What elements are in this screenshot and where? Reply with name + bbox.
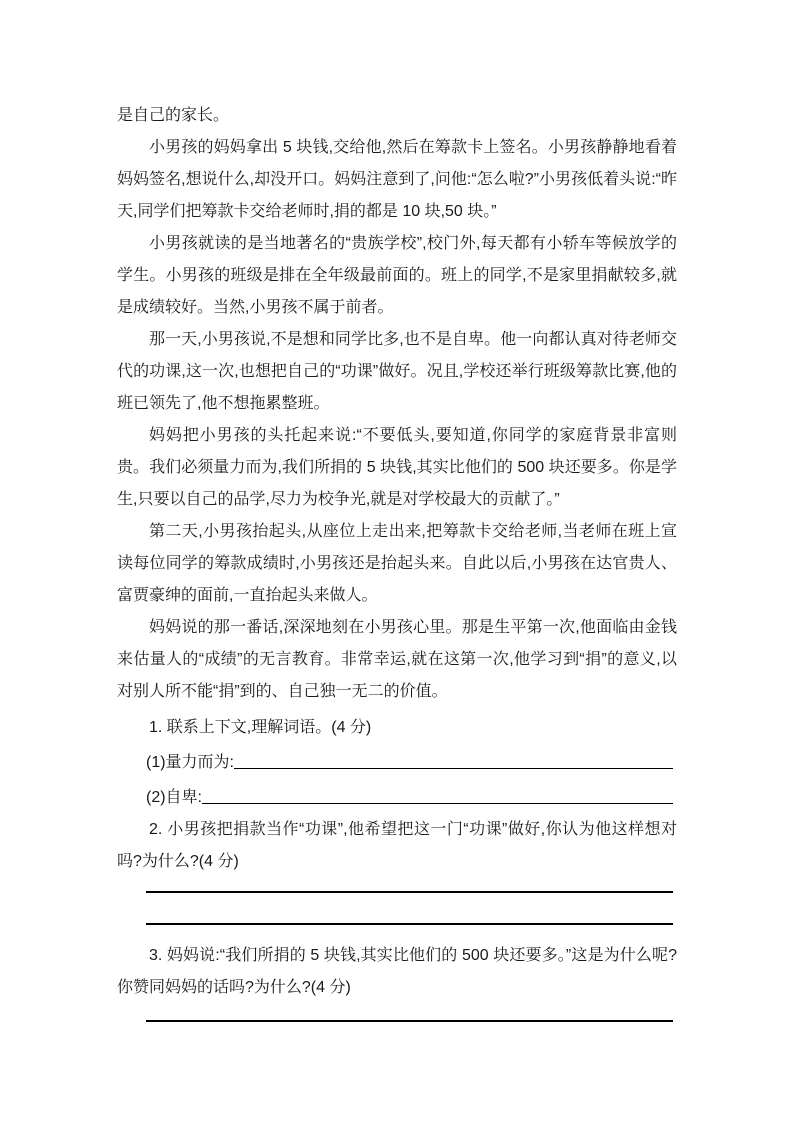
paragraph: 那一天,小男孩说,不是想和同学比多,也不是自卑。他一向都认真对待老师交代的功课,这一次,也想把自己的“功课”做好。况且,学校还举行班级筹款比赛,他的班已领先了,他不想拖累整班。 [117, 331, 677, 412]
sub-item-2-label: (2)自卑: [146, 789, 203, 806]
answer-blank-line [234, 747, 673, 769]
question-2: 2. 小男孩把捐款当作“功课”,他希望把这一门“功课”做好,你认为他这样想对吗?为什么?(4 分) [117, 821, 677, 870]
paragraph: 第二天,小男孩抬起头,从座位上走出来,把筹款卡交给老师,当老师在班上宣读每位同学的筹款成绩时,小男孩还是抬起头来。自此以后,小男孩在达官贵人、富贾豪绅的面前,一直抬起头来做人。 [117, 523, 677, 604]
paragraph-continuation: 是自己的家长。 [117, 107, 230, 124]
sub-item-1-label: (1)量力而为: [146, 754, 235, 771]
paragraph: 小男孩就读的是当地著名的“贵族学校”,校门外,每天都有小轿车等候放学的学生。小男孩的班级是排在全年级最前面的。班上的同学,不是家里捐献较多,就是成绩较好。当然,小男孩不属于前者。 [117, 235, 677, 316]
paragraph: 妈妈把小男孩的头托起来说:“不要低头,要知道,你同学的家庭背景非富则贵。我们必须量力而为,我们所捐的 5 块钱,其实比他们的 500 块还要多。你是学生,只要以自己的品学,尽力为校争光,就是对学校最大的贡献了。” [117, 427, 677, 508]
paragraph: 小男孩的妈妈拿出 5 块钱,交给他,然后在筹款卡上签名。小男孩静静地看着妈妈签名,想说什么,却没开口。妈妈注意到了,问他:“怎么啦?”小男孩低着头说:“昨天,同学们把筹款卡交给老师时,捐的都是 10 块,50 块。” [117, 139, 677, 220]
answer-blank-line [202, 782, 673, 804]
answer-blank-line [146, 1004, 673, 1022]
question-1: 1. 联系上下文,理解词语。(4 分) [149, 719, 372, 736]
question-1-sub-1 [146, 747, 677, 779]
answer-blank-line [146, 893, 673, 925]
answer-blank-line [146, 878, 673, 893]
question-3: 3. 妈妈说:“我们所捐的 5 块钱,其实比他们的 500 块还要多。”这是为什么呢?你赞同妈妈的话吗?为什么?(4 分) [117, 947, 677, 996]
question-1-sub-2 [146, 782, 677, 814]
paragraph: 妈妈说的那一番话,深深地刻在小男孩心里。那是生平第一次,他面临由金钱来估量人的“成绩”的无言教育。非常幸运,就在这第一次,他学习到“捐”的意义,以对别人所不能“捐”到的、自己独一无二的价值。 [117, 619, 677, 700]
